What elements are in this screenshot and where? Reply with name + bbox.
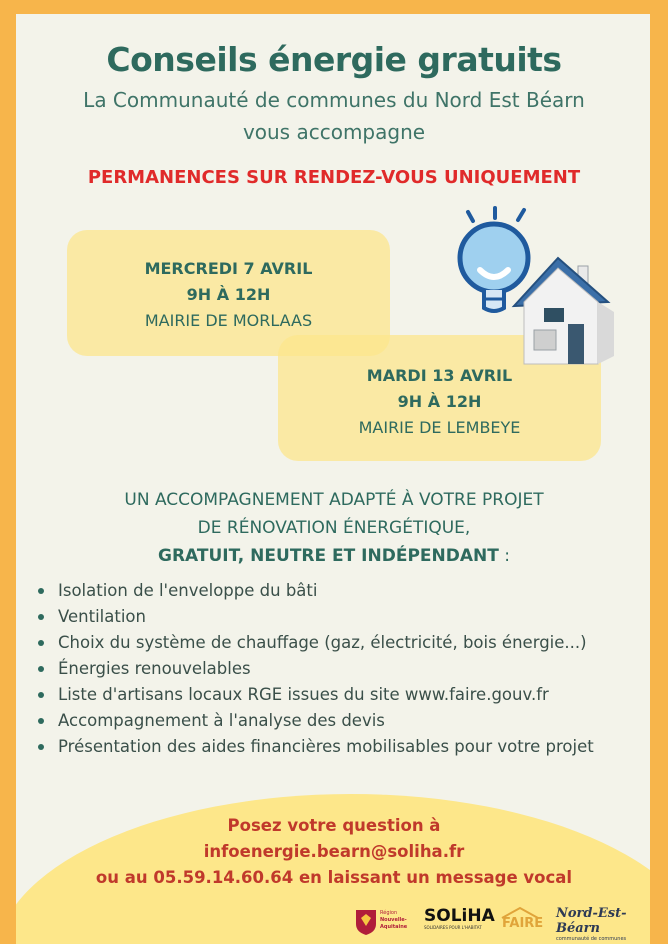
nord-est-bearn-name: Nord-Est-Béarn: [556, 906, 627, 936]
session-1-place: MAIRIE DE MORLAAS: [144, 311, 313, 330]
session-1: [67, 256, 390, 334]
region-crest-icon: [354, 908, 378, 936]
list-item: Ventilation: [38, 604, 594, 630]
contact-line-1: Posez votre question à: [227, 816, 441, 835]
list-item: Accompagnement à l'analyse des devis: [38, 708, 594, 734]
soliha-name: SOLiHA: [424, 906, 495, 926]
session-1-date: MERCREDI 7 AVRIL: [144, 259, 313, 278]
session-2-date: MARDI 13 AVRIL: [366, 366, 513, 385]
contact-phone-line: ou au 05.59.14.60.64 en laissant un message vocal: [95, 868, 573, 887]
list-item: Énergies renouvelables: [38, 656, 594, 682]
region-line-1: Région: [380, 910, 398, 916]
list-item: Isolation de l'enveloppe du bâti: [38, 578, 594, 604]
contact-email[interactable]: infoenergie.bearn@soliha.fr: [203, 842, 465, 861]
page-title: Conseils énergie gratuits: [106, 40, 562, 79]
list-item: Liste d'artisans locaux RGE issues du site www.faire.gouv.fr: [38, 682, 594, 708]
nord-est-bearn-logo: [556, 906, 662, 942]
list-item: Choix du système de chauffage (gaz, électricité, bois énergie...): [38, 630, 594, 656]
session-2-time: 9H À 12H: [397, 392, 482, 411]
subtitle-line-2: vous accompagne: [242, 120, 426, 144]
faire-logo: [500, 906, 546, 936]
subtitle-line-1: La Communauté de communes du Nord Est Béarn: [83, 88, 585, 112]
region-line-2: Nouvelle-: [380, 917, 407, 923]
lightbulb-house-icon: [450, 196, 620, 368]
offer-line-1: UN ACCOMPAGNEMENT ADAPTÉ À VOTRE PROJET: [124, 490, 544, 510]
session-2-place: MAIRIE DE LEMBEYE: [358, 418, 521, 437]
offer-line-2: DE RÉNOVATION ÉNERGÉTIQUE,: [197, 518, 471, 538]
offer-line-3: GRATUIT, NEUTRE ET INDÉPENDANT: [158, 546, 499, 566]
offer-text: [0, 486, 668, 570]
faire-name: FAIRE: [502, 916, 544, 931]
region-line-3: Aquitaine: [380, 924, 408, 930]
poster-card: [16, 14, 650, 944]
nord-est-bearn-sub: communauté de communes: [556, 936, 627, 942]
list-item: Présentation des aides financières mobilisables pour votre projet: [38, 734, 594, 760]
soliha-tagline: SOLIDAIRES POUR L'HABITAT: [424, 925, 482, 930]
appointment-notice: PERMANENCES SUR RENDEZ-VOUS UNIQUEMENT: [87, 167, 581, 188]
session-1-time: 9H À 12H: [186, 285, 271, 304]
region-logo: [354, 906, 420, 936]
services-list: [38, 578, 594, 760]
offer-line-3-suffix: :: [498, 546, 510, 566]
session-2: [278, 363, 601, 441]
soliha-logo: [424, 906, 500, 936]
